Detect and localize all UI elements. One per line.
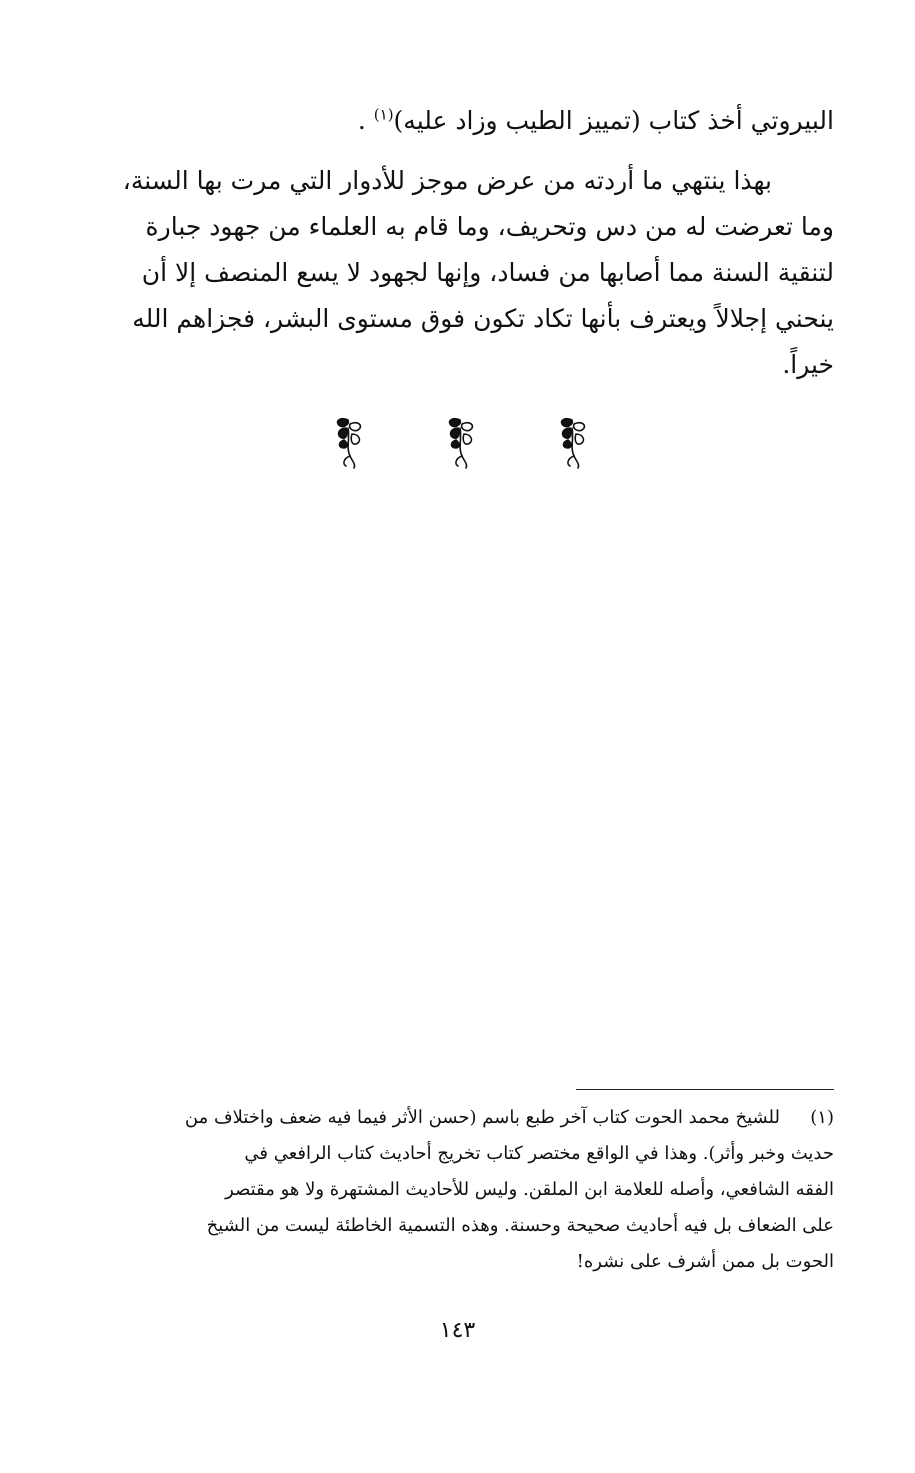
footnote-reference: (١) <box>373 105 394 124</box>
footnote-line: الفقه الشافعي، وأصله للعلامة ابن الملقن. وليس للأحاديث المشتهرة ولا هو مقتصر <box>225 1179 834 1200</box>
footnote-line: على الضعاف بل فيه أحاديث صحيحة وحسنة. وهذه التسمية الخاطئة ليست من الشيخ <box>206 1215 834 1236</box>
footnote-separator <box>576 1089 834 1090</box>
paragraph-2-line: خيراً. <box>782 350 834 379</box>
paragraph-2-line: بهذا ينتهي ما أردته من عرض موجز للأدوار التي مرت بها السنة، <box>122 166 772 195</box>
footnote-text: للشيخ محمد الحوت كتاب آخر طبع باسم (حسن الأثر فيما فيه ضعف واختلاف من <box>184 1107 780 1128</box>
footnote-marker: (١) <box>810 1107 834 1128</box>
footnotes <box>78 1100 834 1280</box>
paragraph-2-line: وما تعرضت له من دس وتحريف، وما قام به العلماء من جهود جبارة <box>145 212 834 241</box>
paragraph-1 <box>78 98 834 144</box>
page-number: ١٤٣ <box>439 1318 476 1343</box>
footnote-line: حديث وخبر وأثر). وهذا في الواقع مختصر كتاب تخريج أحاديث كتاب الرافعي في <box>244 1143 834 1164</box>
floral-ornament-icon <box>554 414 590 470</box>
paragraph-2-line: ينحني إجلالاً ويعترف بأنها تكاد تكون فوق مستوى البشر، فجزاهم الله <box>132 304 834 333</box>
paragraph-1-line <box>78 98 834 144</box>
floral-ornament-icon <box>330 414 366 470</box>
paragraph-1-text: البيروتي أخذ كتاب (تمييز الطيب وزاد عليه) <box>393 106 834 135</box>
footnote-line: الحوت بل ممن أشرف على نشره! <box>576 1251 834 1272</box>
footnote-line <box>78 1100 834 1136</box>
paragraph-1-end: . <box>357 106 374 135</box>
paragraph-2 <box>78 158 834 388</box>
paragraph-2-line: لتنقية السنة مما أصابها من فساد، وإنها لجهود لا يسع المنصف إلا أن <box>141 258 834 287</box>
section-end-ornaments <box>330 412 590 472</box>
floral-ornament-icon <box>442 414 478 470</box>
